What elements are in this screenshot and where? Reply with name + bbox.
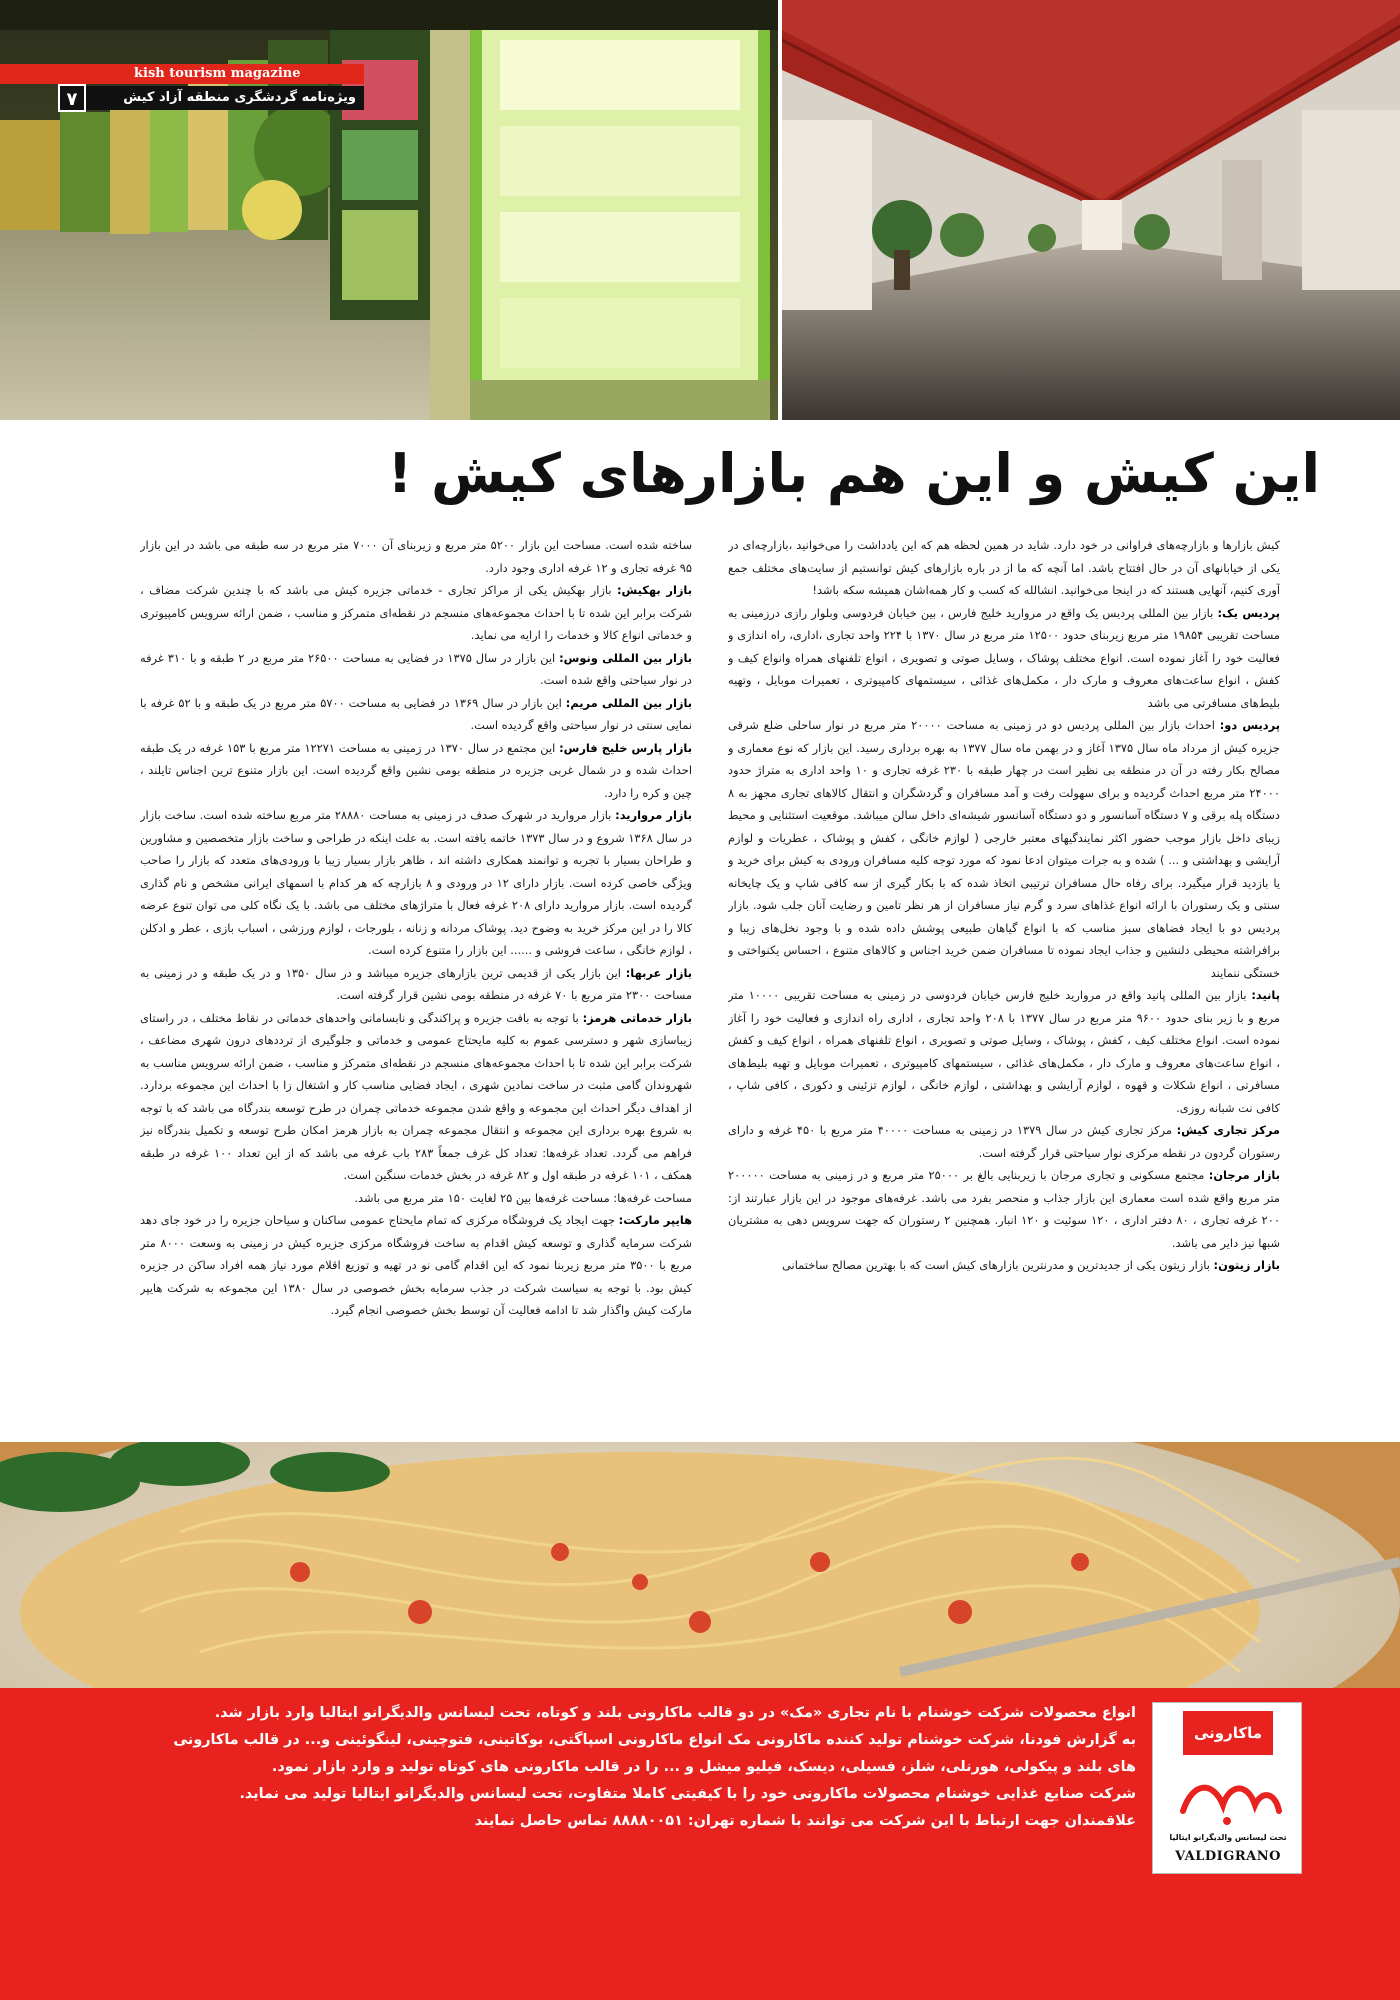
magazine-header <box>0 64 364 114</box>
paragraph-text: جهت ایجاد یک فروشگاه مرکزی که تمام مایحتاج عمومی ساکنان و سیاحان جزیره را در خود جای دهد شرکت سرمایه گذاری و توسعه کیش اقدام به ساخت فروشگاه مرکزی جزیره کیش در زمینی به وسعت ۸۰۰۰ متر مربع با ۳۵۰۰ متر مربع زیربنا نمود که این اقدام گامی نو در تهیه و توزیع اقلام مورد نیاز همه افراد ساکن در جزیره کیش بود. با توجه به سیاست شرکت در جذب سرمایه بخش خصوصی در سال ۱۳۸۰ این مجموعه به شرکت هایپر مارکت کیش واگذار شد تا ادامه فعالیت آن توسط بخش خصوصی انجام گیرد. <box>140 1213 692 1317</box>
paragraph <box>140 692 692 737</box>
paragraph <box>140 737 692 805</box>
arcade-photo <box>0 0 778 420</box>
paragraph <box>728 984 1280 1119</box>
paragraph-label: بازار بهکیش: <box>616 583 692 597</box>
article-column-right <box>728 534 1280 1414</box>
paragraph <box>140 1187 692 1210</box>
article-column-left <box>140 534 692 1414</box>
paragraph <box>728 714 1280 984</box>
paragraph-label: بازار مرجان: <box>1208 1168 1280 1182</box>
paragraph-text: مساحت غرفه‌ها: مساحت غرفه‌ها بین ۲۵ لغایت ۱۵۰ متر مربع می باشد. <box>354 1190 692 1205</box>
magazine-name-en: kish tourism magazine <box>134 66 301 81</box>
paragraph-label: بازار بین المللی ونوس: <box>559 650 692 665</box>
ad-paragraph: شرکت صنایع غذایی خوشنام محصولات ماکارونی خود را با کیفیتی کاملا متفاوت، تحت لیسانس والدیگرانو ایتالیا تولید می نماید. <box>239 1786 1136 1802</box>
paragraph-text: این بازار در سال ۱۳۷۵ در فضایی به مساحت ۲۶۵۰۰ متر مربع در ۲ طبقه و با ۳۱۰ غرفه در نوار سیاحتی واقع شده است. <box>140 650 692 687</box>
paragraph <box>140 579 692 647</box>
ad-paragraph: علاقمندان جهت ارتباط با این شرکت می توانند با شماره تهران: ۸۸۸۸۰۰۵۱ تماس حاصل نمایند <box>474 1813 1136 1829</box>
macaroni-advertisement <box>0 1688 1400 2000</box>
paragraph <box>140 1209 692 1322</box>
paragraph-label: بازار زیتون: <box>1213 1258 1280 1272</box>
paragraph-label: بازار پارس خلیج فارس: <box>559 740 692 755</box>
magazine-name-fa: ویژه‌نامه گردشگری منطقه آزاد کیش <box>123 90 356 105</box>
paragraph-label: بازار خدماتی هرمز: <box>582 1010 692 1025</box>
pasta-photo <box>0 1442 1400 1690</box>
paragraph-label: بازار مروارید: <box>615 808 692 822</box>
ad-paragraph: انواع محصولات شرکت خوشنام با نام تجاری «مک» در دو قالب ماکارونی بلند و کوتاه، تحت لیسانس والدیگرانو ایتالیا وارد بازار شد. <box>214 1705 1136 1721</box>
article-headline: این کیش و این هم بازارهای کیش ! <box>387 442 1320 505</box>
paragraph <box>140 804 692 962</box>
paragraph <box>140 962 692 1007</box>
ad-paragraph: به گزارش فودنا، شرکت خوشنام تولید کننده ماکارونی مک انواع ماکارونی اسپاگتی، بوکاتینی، فتوچینی، لینگوئینی و... در قالب ماکارونی های بلند و پیکولی، هورنلی، شلز، فسیلی، دیسک، فیلیو میشل و ... را در قالب ماکارونی های کوتاه تولید و وارد بازار نمود. <box>173 1732 1136 1775</box>
paragraph-text: با توجه به بافت جزیره و پراکندگی و نابسامانی واحدهای خدماتی در نقاط مختلف ، در راستای زیباسازی شهر و دسترسی عموم به کلیه مایحتاج عمومی و خدماتی و جلوگیری از ترددهای درون شهری مضاعف ، شرکت برابر این شده تا با احداث مجموعه‌های منسجم در نقطه‌ای متمرکز و مناسب ، ضمن ارائه سرویس مناسب به شهروندان گامی مثبت در ساخت نمادین شهری ، ایجاد فضایی مناسب کار و اشتغال زا با احداث این مجموعه بردارد. از اهداف دیگر احداث این مجموعه و واقع شدن مجموعه خدماتی چمران در طرح توسعه بندرگاه می باشد که با توجه به شروع بهره برداری این مجموعه و انتقال مجموعه چمران به بازار هرمز امکان طرح توسعه و تکمیل بندرگاه نیز فراهم می گردد. تعداد غرفه‌ها: تعداد کل غرف جمعاً ۲۸۳ باب غرفه می باشد که از این تعداد ۱۰۰ غرفه در طبقه همکف ، ۱۰۱ غرفه در طبقه اول و ۸۲ غرفه در بخش خدمات سنگین است. <box>140 1010 692 1182</box>
paragraph-label: پانید: <box>1251 988 1280 1002</box>
logo-license: تحت لیسانس والدیگرانو ایتالیا <box>1169 1833 1287 1842</box>
paragraph-text: ساخته شده است. مساحت این بازار ۵۲۰۰ متر مربع و زیربنای آن ۷۰۰۰ متر مربع در سه طبقه می باشد در این بازار ۹۵ غرفه تجاری و ۱۲ غرفه اداری وجود دارد. <box>140 538 692 575</box>
paragraph <box>728 1254 1280 1277</box>
paragraph <box>140 1007 692 1187</box>
paragraph <box>728 602 1280 715</box>
paragraph-label: بازار بین المللی مریم: <box>565 695 692 710</box>
mac-logo <box>1152 1702 1302 1874</box>
paragraph-label: مرکز تجاری کیش: <box>1176 1123 1280 1137</box>
paragraph-text: این مجتمع در سال ۱۳۷۰ در زمینی به مساحت ۱۲۲۷۱ متر مربع با ۱۵۳ غرفه در یک طبقه احداث شده و در شمال غربی جزیره در منطقه بومی نشین واقع گردیده است. این بازار متنوع ترین اجناس تایلند ، چین و کره را دارد. <box>140 740 692 800</box>
paragraph-text: این بازار در سال ۱۳۶۹ در فضایی به مساحت ۵۷۰۰ متر مربع در یک طبقه و با ۵۲ غرفه با نمایی سنتی در نوار سیاحتی واقع گردیده است. <box>140 695 692 732</box>
ad-text <box>160 1700 1136 1835</box>
paragraph-text: این بازار یکی از قدیمی ترین بازارهای جزیره میباشد و در سال ۱۳۵۰ و در یک طبقه و در زمینی به مساحت ۲۳۰۰ متر مربع با ۷۰ غرفه در منطقه بومی نشین قرار گرفته است. <box>140 965 692 1002</box>
mac-logo-mark-icon <box>1163 1761 1293 1833</box>
logo-brand: VALDIGRANO <box>1175 1849 1281 1864</box>
paragraph <box>728 1119 1280 1164</box>
paragraph-text: بازار بین المللی پردیس یک واقع در مروارید خلیج فارس ، بین خیابان فردوسی وبلوار رازی درزمینی به مساحت تقریبی ۱۹۸۵۴ متر مربع زیربنای حدود ۱۲۵۰۰ متر مربع در سال ۱۳۷۰ با ۲۲۴ واحد تجاری ،اداری، راه اندازی و فعالیت خود را آغاز نموده است. انواع مختلف پوشاک ، وسایل صوتی و تصویری ، انواع تلفنهای همراه وانواع کیف و کفش ، انواع ساعت‌های معروف و مارک دار ، مکمل‌های غذائی ، سیستمهای کامپیوتری ، تعمیرات موبایل ، وتهیه بلیط‌های مسافرتی می باشد <box>728 605 1280 710</box>
paragraph <box>728 1164 1280 1254</box>
header-red-strip <box>0 64 364 84</box>
paragraph-text: کیش بازارها و بازارچه‌های فراوانی در خود دارد. شاید در همین لحظه هم که این یادداشت را می‌خوانید ،بازارچه‌ای در یکی از خیابانهای آن در حال افتتاح باشد. اما آنچه که ما از در باره بازارهای کیش توانستیم از سایت‌های مختلف جمع آوری کنیم، آنهایی هستند که در اینجا می‌خوانید. انشالله که کسب و کار همه‌اشان همیشه سکه باشد! <box>728 538 1280 597</box>
header-black-strip <box>84 86 364 110</box>
paragraph-label: بازار عربها: <box>625 965 692 980</box>
paragraph-label: پردیس یک: <box>1217 605 1280 620</box>
paragraph <box>728 534 1280 602</box>
paragraph <box>140 534 692 579</box>
paragraph-text: احداث بازار بین المللی پردیس دو در زمینی به مساحت ۲۰۰۰۰ متر مربع در نوار ساحلی ضلع شرقی جزیره کیش از مرداد ماه سال ۱۳۷۵ آغاز و در بهمن ماه سال ۱۳۷۷ به بهره برداری رسید. این بازار که نوع معماری و مصالح بکار رفته در آن در منطقه بی نظیر است در چهار طبقه با ۲۳۰ غرفه تجاری و ۱۰ واحد اداری به متراژ حدود ۲۴۰۰۰ متر مربع احداث گردیده و برای سهولت رفت و آمد مسافران و گردشگران و انتقال کالاهای تجاری مجهز به ۸ دستگاه پله برقی و ۷ دستگاه آسانسور و دو دستگاه آسانسور شیشه‌ای داخل سالن میباشد. موقعیت استثنایی و محیط زیبای داخل بازار موجب حضور اکثر نمایندگیهای معتبر خارجی ( لوازم خانگی ، کفش و پوشاک ، عطریات و لوازم آرایشی و بهداشتی و ... ) شده و به جرات میتوان ادعا نمود که مورد توجه کلیه مسافران ورودی به کیش برای خرید و یا بازدید قرار میگیرد. برای رفاه حال مسافران ترتیبی اتخاذ شده که با بکار گیری از سه کافی شاپ و یک چایخانه سنتی و یک رستوران با ارائه انواع غذاهای سرد و گرم نیاز مسافران از هر نظر تامین و رضایت آنان جلب شود. بازار پردیس دو با ایجاد فضاهای سبز مناسب که با انواع گیاهان طبیعی پوشش داده شده و با وجود نخل‌های زیبا و برافراشته محیطی دلنشین و جذاب ایجاد نموده تا مسافران ضمن خرید اجناس و کالاهای متنوع ، احساس یکنواختی و خستگی ننمایند <box>728 718 1280 980</box>
paragraph-text: بازار مروارید در شهرک صدف در زمینی به مساحت ۲۸۸۸۰ متر مربع ساخته شده است. ساخت بازار در سال ۱۳۶۸ شروع و در سال ۱۳۷۳ خاتمه یافته است. به علت اینکه در طراحی و ساخت بازار متخصصین و مشاورین و طراحان بسیار با تجربه و توانمند همکاری داشته اند ، ظاهر بازار بسیار زیبا با ورودی‌های متعدد که بازار را صاحب ویژگی خاصی کرده است. بازار دارای ۱۲ در ورودی و ۸ بازارچه که هر کدام با اسمهای ایرانی مشخص و نام گذاری گردیده است. بازار مروارید دارای ۲۰۸ غرفه فعال با متراژهای مختلف می باشد. با یک نگاه کلی می توان تنوع عرضه کالا را در این مرکز خرید به وضوح دید. پوشاک مردانه و زنانه ، بلورجات ، لوازم ورزشی ، اسباب بازی ، عطر و ادکلن ، لوازم خانگی ، ساعت فروشی و ...... این بازار را متنوع کرده است. <box>140 808 692 957</box>
paragraph-text: مرکز تجاری کیش در سال ۱۳۷۹ در زمینی به مساحت ۴۰۰۰۰ متر مربع با ۴۵۰ غرفه و دارای رستوران گردون در نقطه مرکزی نوار سیاحتی قرار گرفته است. <box>728 1123 1280 1160</box>
page-number: ۷ <box>58 84 86 112</box>
paragraph-label: هایپر مارکت: <box>618 1213 692 1227</box>
paragraph <box>140 647 692 692</box>
mall-corridor-photo <box>782 0 1400 420</box>
paragraph-text: بازار زیتون یکی از جدیدترین و مدرنترین بازارهای کیش است که با بهترین مصالح ساختمانی <box>782 1258 1214 1272</box>
paragraph-text: مجتمع مسکونی و تجاری مرجان با زیربنایی بالغ بر ۲۵۰۰۰ متر مربع و در زمینی به مساحت ۲۰۰۰۰۰ متر مربع واقع شده است معماری این بازار جذاب و منحصر بفرد می باشد. غرفه‌های موجود در این بازار عبارتند از: ۲۰۰ غرفه تجاری ، ۸۰ دفتر اداری ، ۱۲۰ سوئیت و ۱۲۰ انبار. همچنین ۲ رستوران که جهت سرویس دهی به مشتریان شبها نیز دایر می باشد. <box>728 1168 1280 1250</box>
paragraph-label: پردیس دو: <box>1219 718 1280 732</box>
paragraph-text: بازار بهکیش یکی از مراکز تجاری - خدماتی جزیره کیش می باشد که با چندین شرکت مضاف ، شرکت برابر این شده تا با احداث مجموعه‌های منسجم در نقطه‌ای متمرکز و مناسب ، ضمن ارائه سرویس کامپیوتری و خدماتی انواع کالا و خدمات را ارایه می نماید. <box>140 583 692 642</box>
paragraph-text: بازار بین المللی پانید واقع در مروارید خلیج فارس خیابان فردوسی در زمینی به مساحت تقریبی ۱۰۰۰۰ متر مربع و با زیر بنای حدود ۹۶۰۰ متر مربع در سال ۱۳۷۷ با ۲۰۸ واحد تجاری ، اداری راه اندازی و فعالیت خود را آغاز نموده است. انواع مختلف کیف ، کفش ، پوشاک ، وسایل صوتی و تصویری ، انواع تلفنهای همراه ، انواع کیف و کفش ، انواع ساعت‌های معروف و مارک دار ، مکمل‌های غذائی ، سیستمهای کامپیوتری ، تعمیرات موبایل و تهیه بلیط‌های مسافرتی ، انواع شکلات و قهوه ، لوازم آرایشی و بهداشتی ، لوازم خانگی ، لوازم تزئینی و دکوری ، کافی شاپ ، کافی نت شبانه روزی. <box>728 988 1280 1115</box>
logo-tag: ماکارونی <box>1183 1711 1273 1755</box>
